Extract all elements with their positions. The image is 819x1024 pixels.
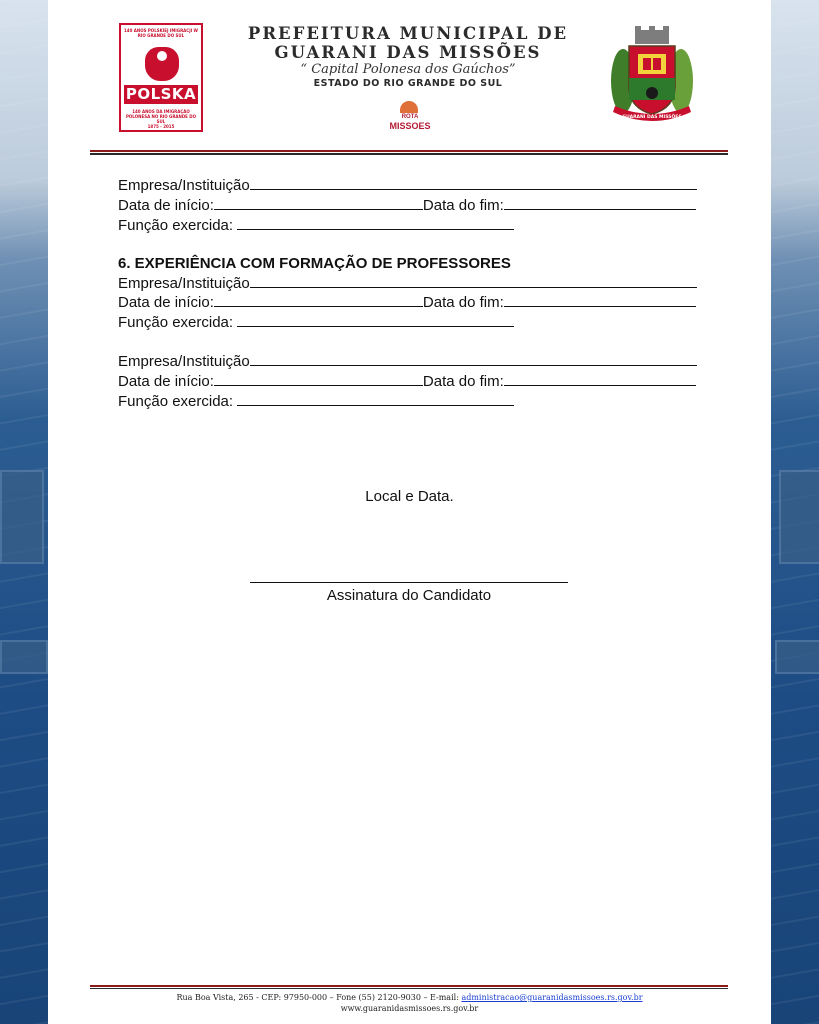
footer-divider-dark [90,988,728,989]
background-left [0,0,48,1024]
polska-logo-bottom-text: 140 ANOS DA IMIGRAÇÃO POLONESA NO RIO GRANDE DO SUL [125,109,197,124]
section-6-title: 6. EXPERIÊNCIA COM FORMAÇÃO DE PROFESSORES [118,255,511,272]
start-date-input-line[interactable] [214,293,423,307]
footer-address-line [48,992,771,1003]
function-input-line[interactable] [237,392,514,406]
company-input-line[interactable] [250,352,697,366]
end-date-label: Data do fim: [422,197,504,214]
rota-dome-icon [400,101,418,113]
end-date-input-line[interactable] [504,372,696,386]
start-date-label: Data de início: [118,373,214,390]
function-label: Função exercida: [118,217,238,234]
company-field-row [118,176,697,194]
company-field-row [118,274,697,292]
signature-line[interactable] [250,582,568,583]
state-name: ESTADO DO RIO GRANDE DO SUL [313,78,503,89]
company-input-line[interactable] [250,176,697,190]
company-label: Empresa/Instituição [118,353,250,370]
polska-logo-years: 1875 - 2015 [147,124,175,129]
company-label: Empresa/Instituição [118,177,250,194]
footer-address: Rua Boa Vista, 265 - CEP: 97950-000 – Fone (55) 2120-9030 – E-mail: [176,993,462,1002]
footer-website: www.guaranidasmissoes.rs.gov.br [340,1004,479,1013]
title-line-2: GUARANI DAS MISSÕES [274,43,542,62]
rota-line-1: ROTA [401,114,419,120]
function-label: Função exercida: [118,393,238,410]
footer-email-link[interactable]: administracao@guaranidasmissoes.rs.gov.br [461,993,643,1002]
function-label: Função exercida: [118,314,238,331]
start-date-label: Data de início: [118,197,214,214]
background-right [771,0,819,1024]
start-date-input-line[interactable] [214,196,423,210]
polska-logo-top-text: 140 ANOS POLSKIEJ IMIGRACJI W RIO GRANDE DO SUL [124,28,198,38]
polska-logo [119,23,203,132]
slogan: “ Capital Polonesa dos Gaúchos” [300,62,516,77]
end-date-input-line[interactable] [504,293,696,307]
start-date-input-line[interactable] [214,372,423,386]
dates-field-row [118,372,696,390]
function-input-line[interactable] [237,313,514,327]
rota-missoes-logo [380,101,440,135]
header-divider-dark [90,153,728,155]
function-input-line[interactable] [237,216,514,230]
municipal-crest-icon [603,26,701,128]
footer-divider [90,985,728,987]
title-line-1: PREFEITURA MUNICIPAL DE [247,24,569,43]
company-input-line[interactable] [250,274,697,288]
end-date-label: Data do fim: [422,294,504,311]
dates-field-row [118,196,696,214]
function-field-row [118,313,514,331]
eagle-icon [145,47,179,81]
signature-label: Assinatura do Candidato [326,587,492,604]
function-field-row [118,392,514,410]
crest-ribbon-text: GUARANI DAS MISSÕES [622,115,682,120]
header-title [238,24,578,90]
company-label: Empresa/Instituição [118,275,250,292]
polska-logo-word: POLSKA [125,85,197,103]
rota-line-2: MISSOES [389,121,431,131]
function-field-row [118,216,514,234]
document-page [48,0,771,1024]
end-date-input-line[interactable] [504,196,696,210]
start-date-label: Data de início: [118,294,214,311]
company-field-row [118,352,697,370]
dates-field-row [118,293,696,311]
footer [48,992,771,1014]
place-date-label: Local e Data. [365,488,454,505]
header-divider [90,150,728,152]
end-date-label: Data do fim: [422,373,504,390]
